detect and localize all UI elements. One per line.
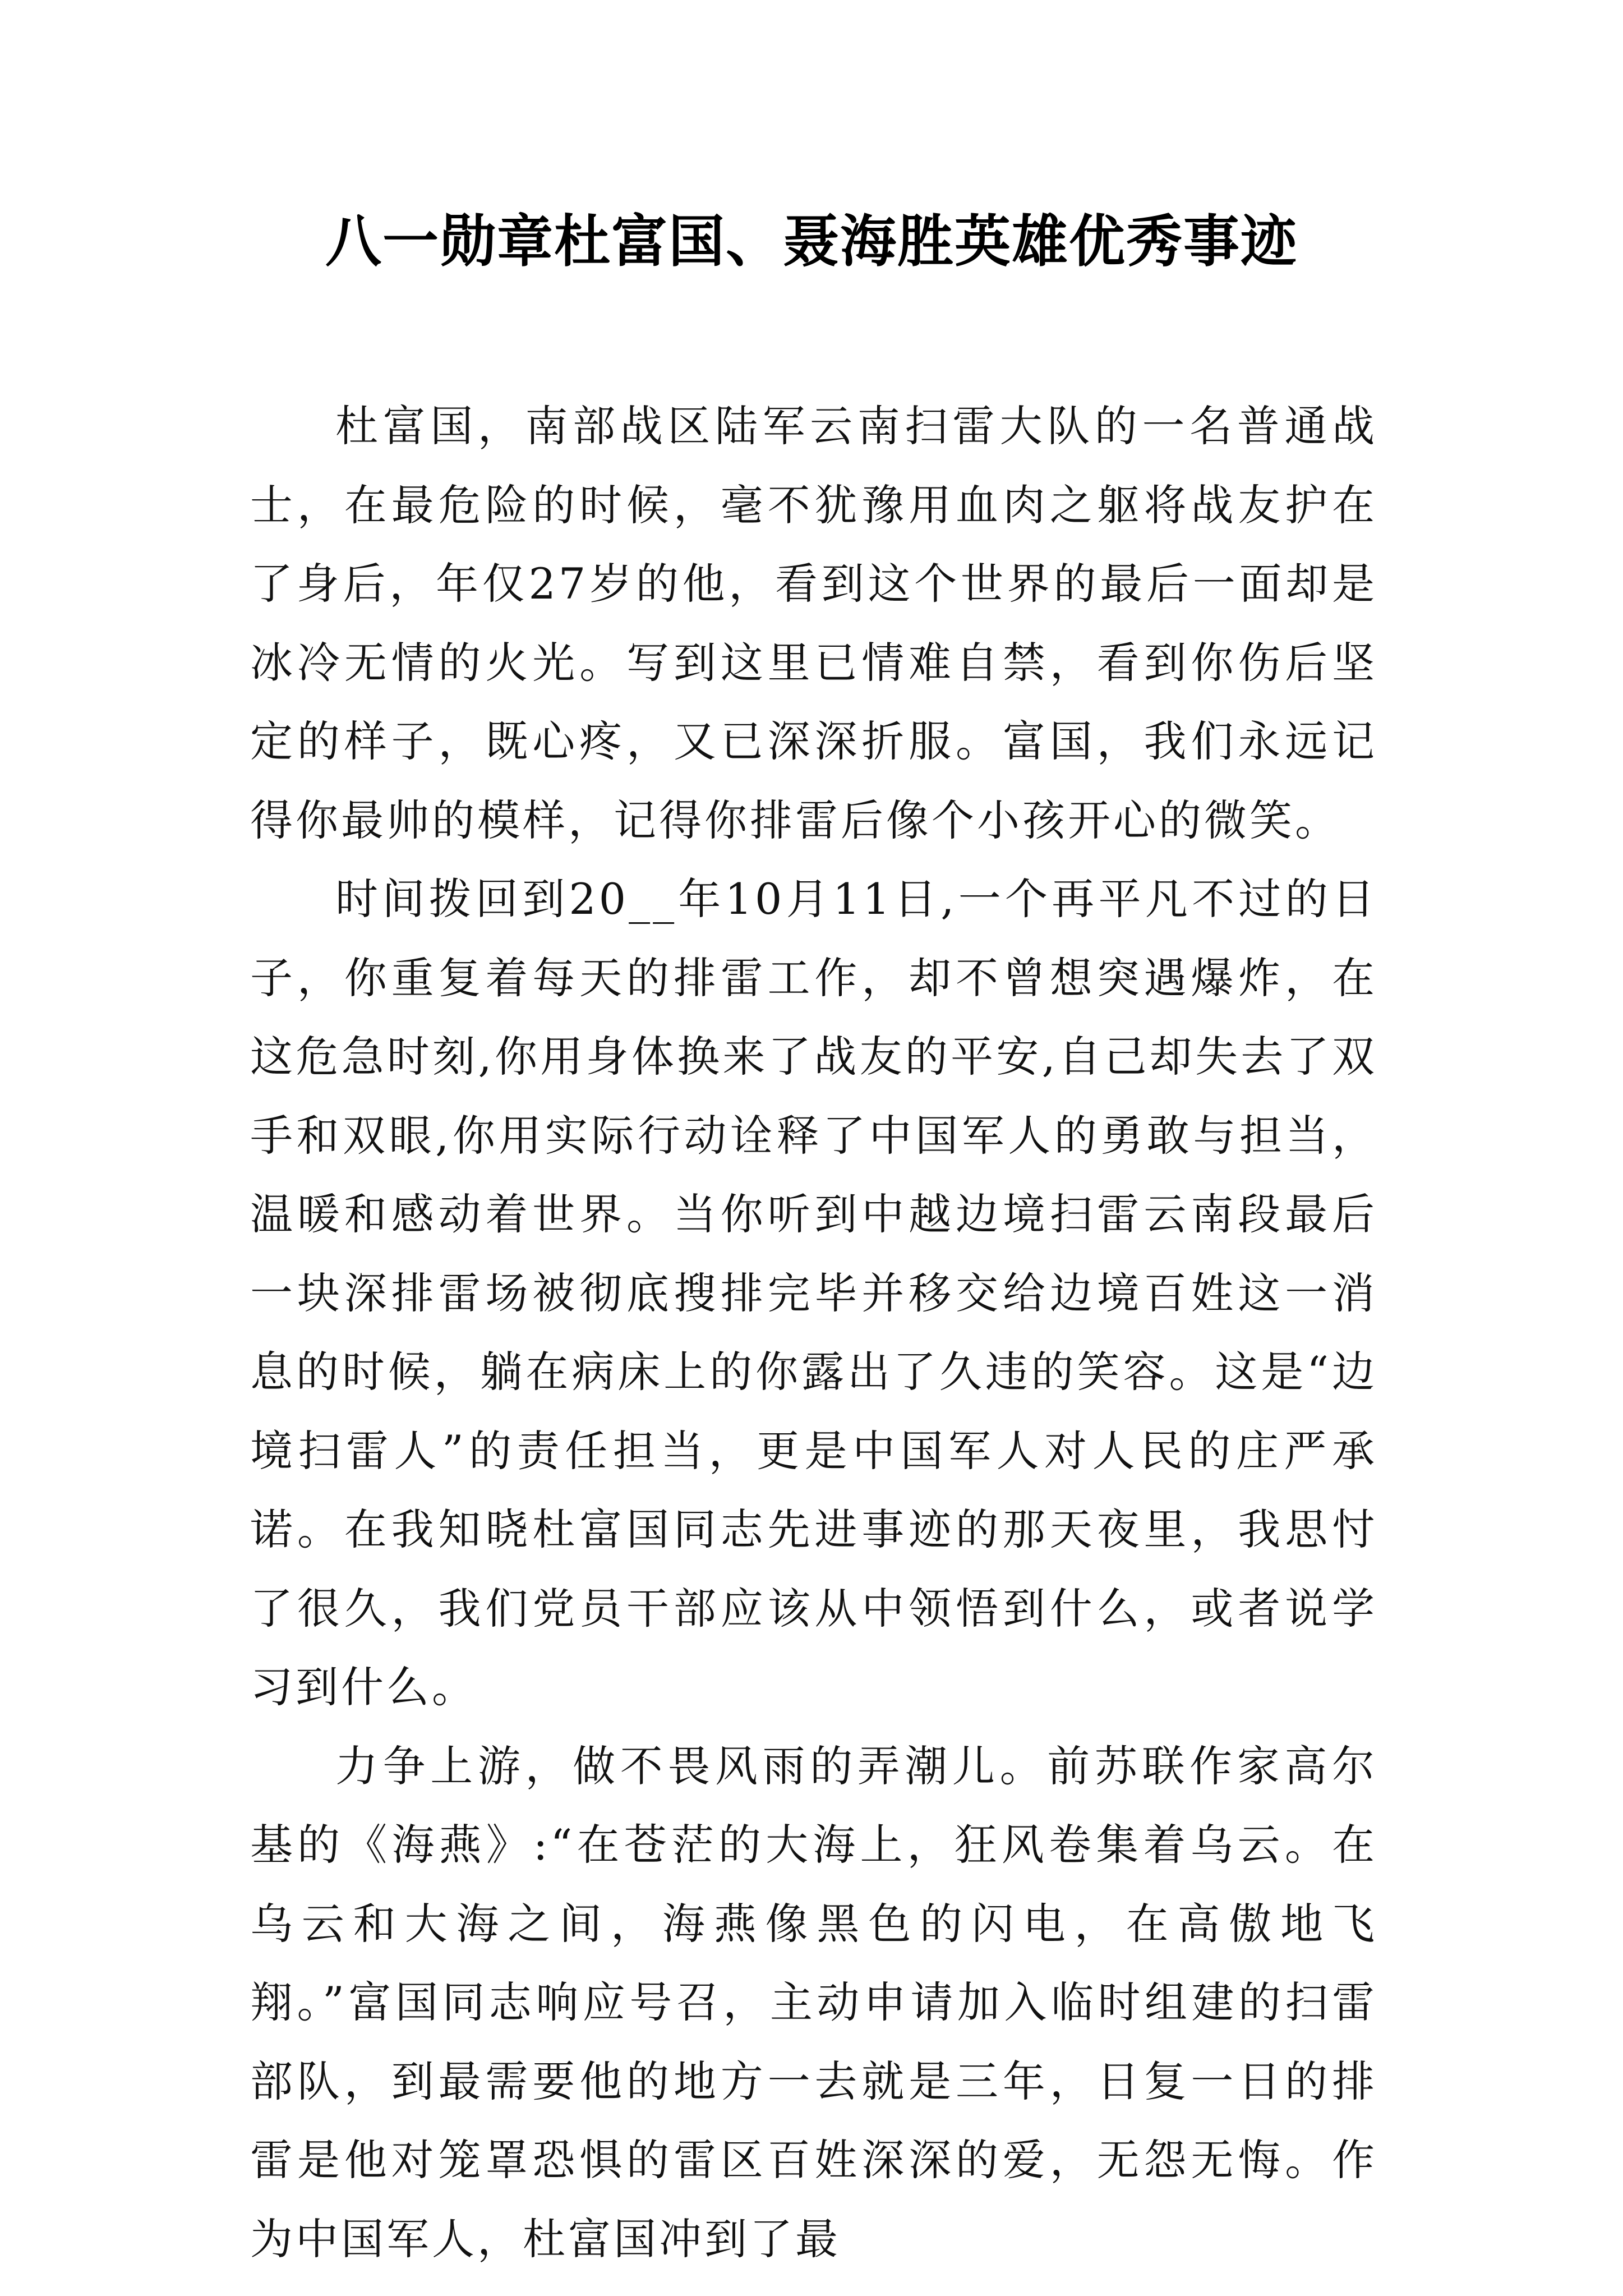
paragraph-1: 杜富国，南部战区陆军云南扫雷大队的一名普通战士，在最危险的时候，毫不犹豫用血肉之躯将战友护在了身后，年仅27岁的他，看到这个世界的最后一面却是冰冷无情的火光。写到这里已情难自禁，看到你伤后坚定的样子，既心疼，又已深深折服。富国，我们永远记得你最帅的模样，记得你排雷后像个小孩开心的微笑。 — [250, 401, 1377, 845]
paragraph-3: 力争上游，做不畏风雨的弄潮儿。前苏联作家高尔基的《海燕》:“在苍茫的大海上，狂风卷集着乌云。在乌云和大海之间，海燕像黑色的闪电，在高傲地飞翔。”富国同志响应号召，主动申请加入临时组建的扫雷部队，到最需要他的地方一去就是三年，日复一日的排雷是他对笼罩恐惧的雷区百姓深深的爱，无怨无悔。作为中国军人，杜富国冲到了最 — [250, 1741, 1377, 2264]
document-title: 八一勋章杜富国、聂海胜英雄优秀事迹 — [325, 208, 1298, 274]
document-body — [250, 387, 1377, 2279]
paragraph-2: 时间拨回到20__年10月11日,一个再平凡不过的日子，你重复着每天的排雷工作，却不曾想突遇爆炸，在这危急时刻,你用身体换来了战友的平安,自己却失去了双手和双眼,你用实际行动诠释了中国军人的勇敢与担当，温暖和感动着世界。当你听到中越边境扫雷云南段最后一块深排雷场被彻底搜排完毕并移交给边境百姓这一消息的时候，躺在病床上的你露出了久违的笑容。这是“边境扫雷人”的责任担当，更是中国军人对人民的庄严承诺。在我知晓杜富国同志先进事迹的那天夜里，我思忖了很久，我们党员干部应该从中领悟到什么，或者说学习到什么。 — [250, 874, 1377, 1712]
